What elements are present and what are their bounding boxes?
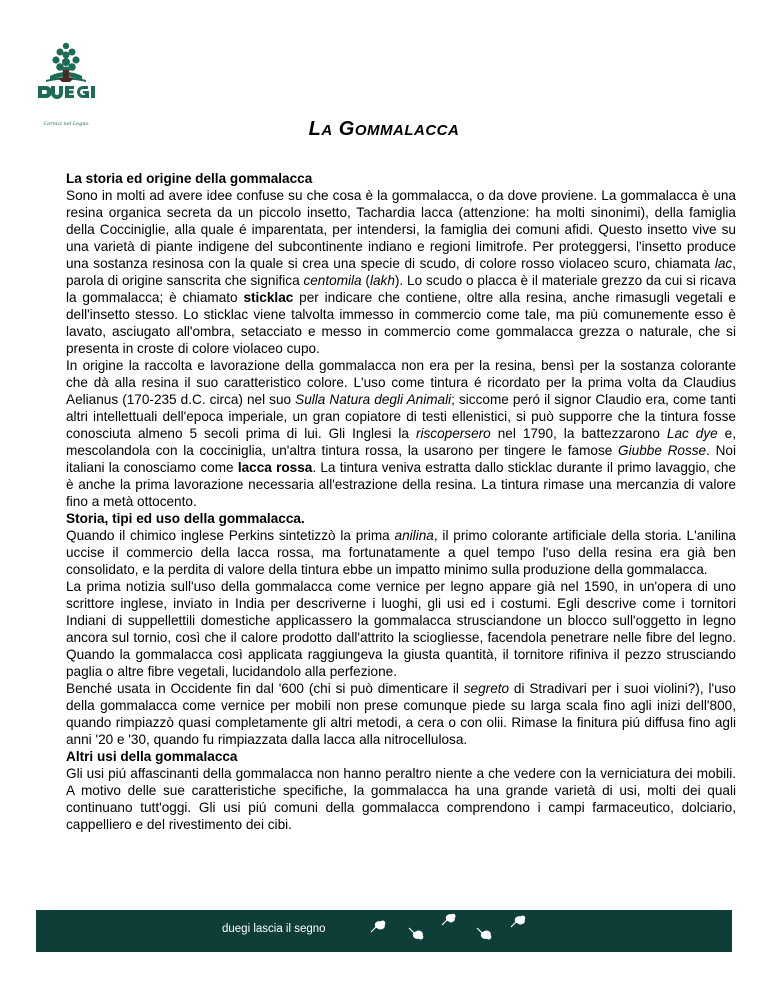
title-rest-1: A — [321, 122, 333, 139]
paragraph-2 — [66, 357, 736, 510]
section-heading-other-uses: Altri usi della gommalacca — [66, 749, 238, 764]
italic-term: anilina — [394, 528, 434, 543]
page-title — [0, 118, 768, 141]
leaf-icon — [408, 926, 424, 940]
duegi-logo — [36, 40, 96, 127]
paragraph-1 — [66, 187, 736, 357]
paragraph-5 — [66, 680, 736, 748]
paragraph-3 — [66, 527, 736, 578]
italic-term: Giubbe Rosse — [618, 443, 707, 458]
footer-slogan: duegi lascia il segno — [222, 923, 326, 935]
text: per indicare che contiene, oltre alla resina, anche rimasugli vegetali e dell'insetto stesso. Lo sticklac viene talvolta immesso in commercio come tale, ma più comunemente esso è lavato, asciugato all'ombra, setacciato e messo in commercio come gommalacca grezza o naturale, che si presenta in croste di colore violaceo cupo. — [66, 290, 736, 356]
text: Sono in molti ad avere idee confuse su che cosa è la gommalacca, o da dove proviene. La gommalacca è una resina organica secreta da un piccolo insetto, Tachardia lacca (attenzione: ha molti sinonimi), della famiglia della Cocciniglie, alla quale é imparentata, per intendersi, la famiglia dei comuni afidi. Questo insetto vive su una varietà di piante indigene del subcontinente indiano e regioni limitrofe. Per proteggersi, l'insetto produce una sostanza resinosa con la quale si crea una specie di scudo, di colore rosso violaceo scuro, chiamata — [66, 188, 736, 271]
italic-term: segreto — [463, 681, 510, 696]
title-rest-2: OMMALACCA — [354, 122, 460, 139]
section-heading-origin: La storia ed origine della gommalacca — [66, 171, 313, 186]
leaf-icon — [370, 920, 386, 934]
text: . La tintura veniva estratta dallo sticklac durante il primo lavaggio, che è anche la prima lavorazione necessaria all'estrazione della resina. La tintura rimase una mercanzia di valore fino a metà ottocento. — [66, 460, 736, 509]
logo-tagline: Cornici nel Legno — [43, 121, 89, 127]
italic-term: centomila — [303, 273, 362, 288]
italic-term: Sulla Natura degli Animali — [295, 392, 452, 407]
text: ( — [361, 273, 370, 288]
paragraph-6: Gli usi piú affascinanti della gommalacca non hanno peraltro niente a che vedere con la verniciatura dei mobili. A motivo delle sue caratteristiche specifiche, la gommalacca ha una grande varietà di usi, molti dei quali continuano tutt'oggi. Gli usi piú comuni della gommalacca comprendono i campi farmaceutico, dolciario, cappelliero e del rivestimento dei cibi. — [66, 766, 736, 832]
text: . Noi italiani la conosciamo come — [66, 443, 737, 475]
italic-term: riscopersero — [415, 426, 491, 441]
text: In origine la raccolta e lavorazione della gommalacca non era per la resina, bensì per la sostanza colorante che dà alla resina il suo caratteristico colore. L'uso come tintura é ricordato per la prima volta da Claudius Aelianus (170-235 d.C. circa) nel suo — [66, 358, 736, 407]
title-cap-1: L — [308, 118, 322, 140]
section-heading-history: Storia, tipi ed uso della gommalacca. — [66, 511, 305, 526]
text: , il primo colorante artificiale della storia. L'anilina uccise il commercio della lacca rossa, ma fortunatamente a quel tempo l'uso della resina era già ben consolidato, e la perdita di valore della tintura ebbe un impatto minimo sulla produzione della gommalacca. — [66, 528, 736, 577]
leaf-icon — [476, 926, 492, 940]
bold-term: lacca rossa — [237, 460, 313, 475]
paragraph-4: La prima notizia sull'uso della gommalacca come vernice per legno appare già nel 1590, in un'opera di uno scrittore inglese, inviato in India per descriverne i luoghi, gli usi ed i costumi. Egli descrive come i tornitori Indiani di suppellettili domestiche applicassero la gommalacca strusciandone un blocco sull'oggetto in legno ancora sul tornio, così che il calore prodotto dall'attrito la sciogliesse, facendola penetrare nelle fibre del legno. Quando la gommalacca così applicata raggiungeva la giusta quantità, il tornitore rifiniva il pezzo strusciando paglia o altre fibre vegetali, lucidandolo alla perfezione. — [66, 579, 736, 679]
leaf-icon — [440, 913, 456, 927]
text: Quando il chimico inglese Perkins sintetizzò la prima — [66, 528, 395, 543]
italic-term: Lac dye — [666, 426, 718, 441]
leaf-icon — [510, 915, 526, 929]
text: di Stradivari per i suoi violini?), l'uso della gommalacca come vernice per mobili non prese comunque piede su larga scala fino agli inizi dell'800, quando rimpiazzò quasi completamente gli altri metodi, a cera o con olii. Rimase la finitura piú diffusa fino agli anni '20 e '30, quando fu rimpiazzata dalla lacca alla nitrocellulosa. — [66, 681, 736, 747]
text: e, mescolandola con la cocciniglia, un'altra tintura rossa, la usarono per tingere le famose — [66, 426, 737, 458]
text: Benché usata in Occidente fin dal '600 (chi si può dimenticare il — [66, 681, 464, 696]
text: ; siccome peró il signor Claudio era, come tanti altri intellettuali dell'epoca imperiale, un gran copiatore di testi ellenistici, si può supporre che la tintura fosse conosciuta almeno 5 secoli prima di lui. Gli Inglesi la — [66, 392, 736, 441]
bold-term: sticklac — [243, 290, 294, 305]
text: , parola di origine sanscrita che significa — [66, 256, 736, 288]
article-body — [66, 170, 736, 833]
italic-term: lac — [714, 256, 733, 271]
text: ). Lo scudo o placca è il materiale grezzo da cui si ricava la gommalacca; è chiamato — [66, 273, 737, 305]
text: nel 1790, la battezzarono — [490, 426, 667, 441]
footer-band — [36, 910, 732, 952]
title-cap-2: G — [338, 118, 355, 140]
italic-term: lakh — [369, 273, 395, 288]
